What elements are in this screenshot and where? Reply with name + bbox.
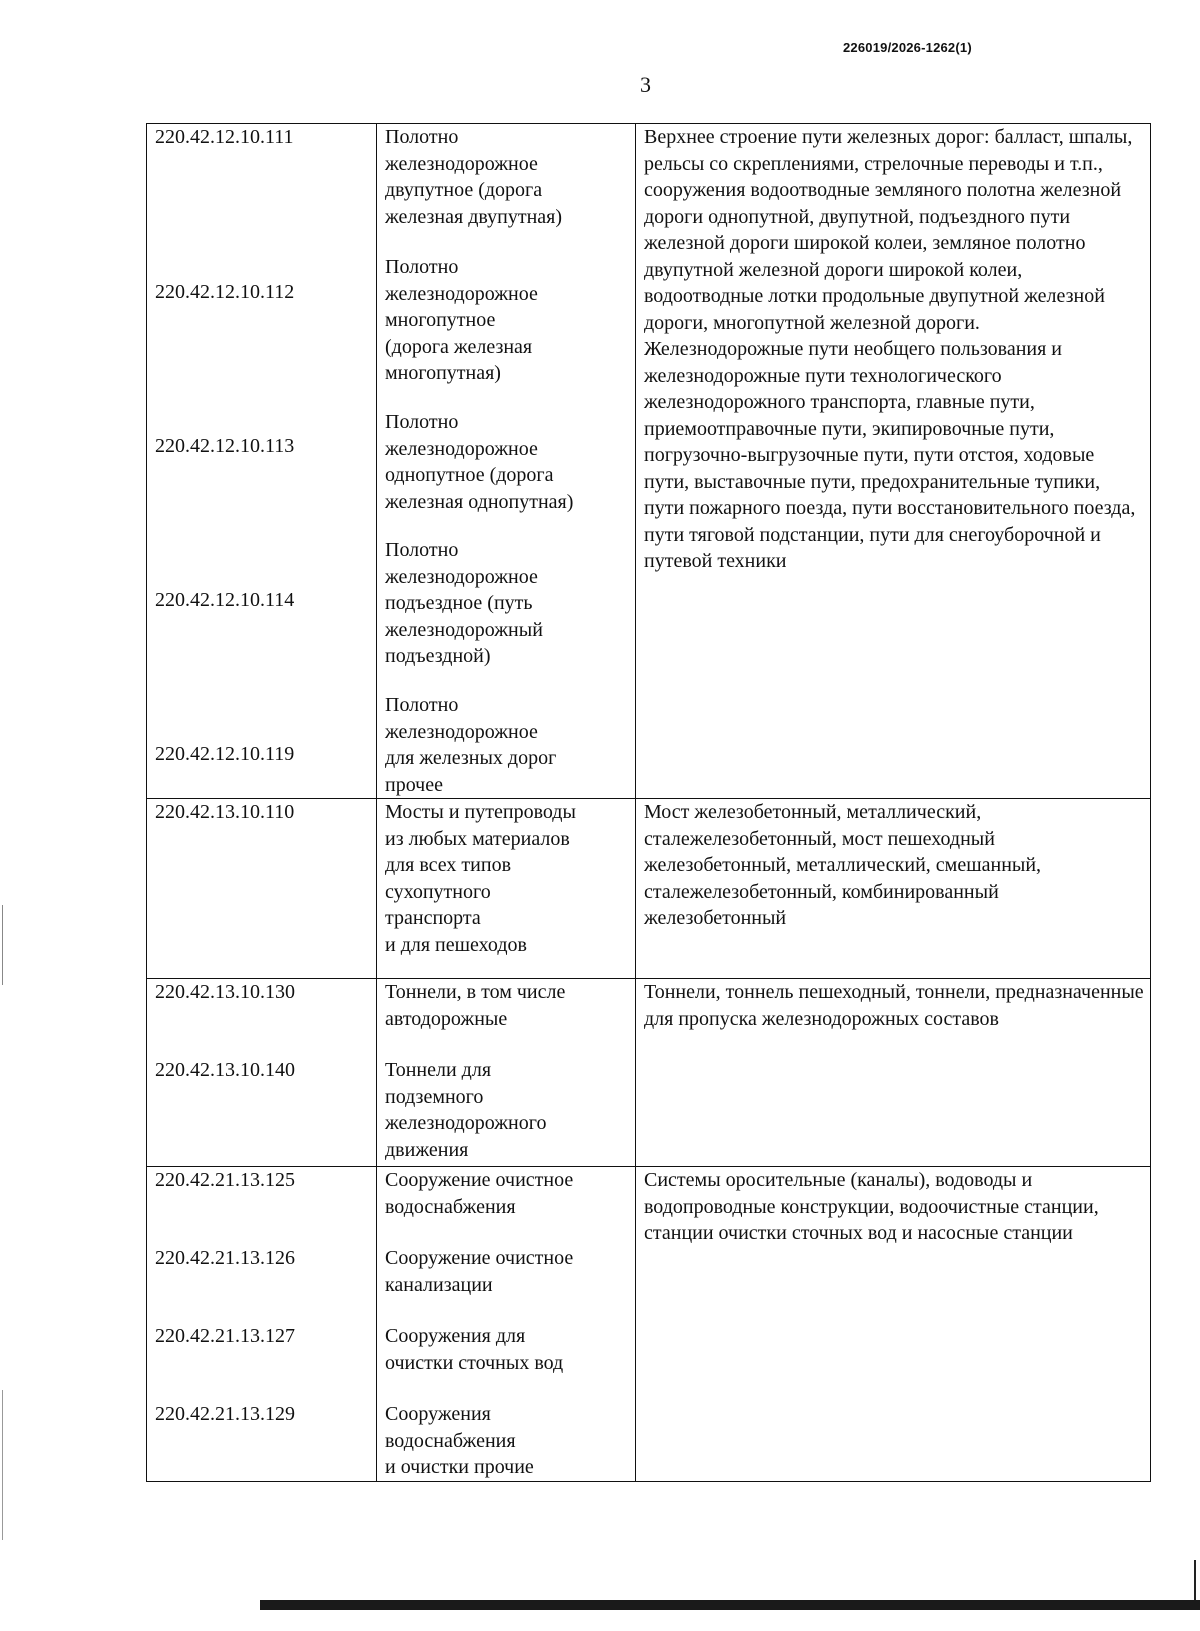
- name-value: Полотно железнодорожное многопутное (дорога железная многопутная): [385, 256, 538, 384]
- name-value: Сооружение очистное водоснабжения: [385, 1169, 574, 1218]
- description-cell: Мост железобетонный, металлический, сталежелезобетонный, мост пешеходный железобетонный, металлический, смешанный, сталежелезобетонный, комбинированный железобетонный: [636, 799, 1151, 979]
- classification-table: [146, 123, 1151, 1482]
- description-cell: Верхнее строение пути железных дорог: балласт, шпалы, рельсы со скреплениями, стрелочные переводы и т.п., сооружения водоотводные земляного полотна железной дороги однопутной, двупутной, подъездного пути железной дороги широкой колеи, земляное полотно двупутной железной дороги широкой колеи, водоотводные лотки продольные двупутной железной дороги, многопутной железной дороги. Железнодорожные пути необщего пользования и железнодорожные пути технологического железнодорожного транспорта, главные пути, приемоотправочные пути, экипировочные пути, погрузочно-выгрузочные пути, пути отстоя, ходовые пути, выставочные пути, предохранительные тупики, пути пожарного поезда, пути восстановительного поезда, пути тяговой подстанции, пути для снегоуборочной и путевой техники: [636, 124, 1151, 799]
- name-value: Полотно железнодорожное подъездное (путь железнодорожный подъездной): [385, 539, 543, 667]
- name-value: Полотно железнодорожное однопутное (дорога железная однопутная): [385, 411, 574, 513]
- scan-edge-mark: [1194, 1560, 1196, 1600]
- name-cell: [377, 979, 636, 1167]
- code-value: 220.42.12.10.112: [155, 281, 295, 303]
- code-value: 220.42.12.10.111: [155, 126, 294, 148]
- name-value: Сооружения водоснабжения и очистки прочие: [385, 1403, 534, 1478]
- scan-edge-mark: [2, 905, 3, 985]
- name-cell: [377, 799, 636, 979]
- name-cell: [377, 124, 636, 799]
- description-cell: Тоннели, тоннель пешеходный, тоннели, предназначенные для пропуска железнодорожных составов: [636, 979, 1151, 1167]
- name-value: Сооружение очистное канализации: [385, 1247, 574, 1296]
- name-cell: [377, 1167, 636, 1482]
- scan-edge-mark: [2, 1390, 3, 1540]
- code-value: 220.42.21.13.125: [155, 1169, 295, 1191]
- name-value: Мосты и путепроводы из любых материалов для всех типов сухопутного транспорта и для пешеходов: [385, 801, 576, 956]
- code-value: 220.42.21.13.127: [155, 1325, 295, 1347]
- name-value: Сооружения для очистки сточных вод: [385, 1325, 564, 1374]
- table-row: [147, 979, 1151, 1167]
- code-cell: [147, 799, 377, 979]
- page-number: 3: [640, 72, 651, 97]
- document-id: 226019/2026-1262(1): [843, 40, 972, 55]
- name-value: Полотно железнодорожное для железных дорог прочее: [385, 694, 557, 796]
- code-value: 220.42.12.10.119: [155, 743, 295, 765]
- code-cell: [147, 124, 377, 799]
- scan-bottom-bar: [260, 1600, 1200, 1610]
- table-row: [147, 124, 1151, 799]
- table-row: [147, 1167, 1151, 1482]
- code-value: 220.42.13.10.140: [155, 1059, 295, 1081]
- description-cell: Системы оросительные (каналы), водоводы и водопроводные конструкции, водоочистные станции, станции очистки сточных вод и насосные станции: [636, 1167, 1151, 1482]
- code-value: 220.42.21.13.126: [155, 1247, 295, 1269]
- name-value: Тоннели, в том числе автодорожные: [385, 981, 566, 1030]
- name-value: Тоннели для подземного железнодорожного движения: [385, 1059, 547, 1161]
- code-cell: [147, 979, 377, 1167]
- name-value: Полотно железнодорожное двупутное (дорога железная двупутная): [385, 126, 563, 228]
- code-value: 220.42.21.13.129: [155, 1403, 295, 1425]
- code-value: 220.42.13.10.110: [155, 801, 295, 823]
- code-cell: [147, 1167, 377, 1482]
- code-value: 220.42.12.10.114: [155, 589, 295, 611]
- code-value: 220.42.12.10.113: [155, 435, 295, 457]
- classification-table-wrapper: [146, 123, 1150, 1482]
- code-value: 220.42.13.10.130: [155, 981, 295, 1003]
- table-row: [147, 799, 1151, 979]
